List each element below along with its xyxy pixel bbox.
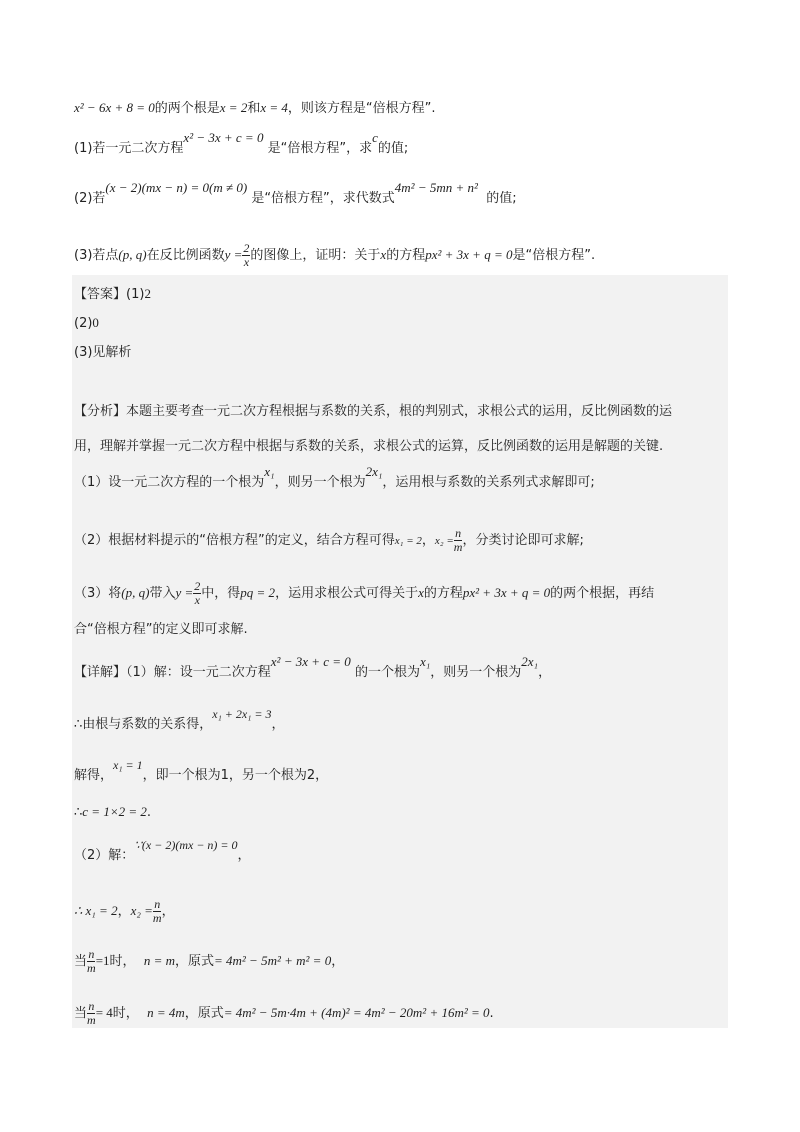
detail-line-3 (74, 758, 329, 786)
detail-line-1 (74, 654, 552, 683)
analysis-p3-text-c: 中，得 (201, 586, 241, 601)
analysis-p2-eq1: x₁ = 2 (394, 535, 422, 547)
detail-1-text-d: ， (538, 665, 552, 680)
answer-line-1 (74, 284, 151, 305)
detail-4-eq: c = 1×2 = 2 (82, 804, 147, 819)
q1-var: c (372, 130, 378, 145)
analysis-p2-den: m (453, 540, 463, 554)
detail-8-den: m (87, 1013, 96, 1027)
detail-7-num: n (88, 947, 95, 961)
q2-expr: 4m² − 5mn + n² (394, 180, 478, 195)
analysis-point-3 (74, 580, 654, 607)
analysis-p3-point: (p, q) (121, 585, 150, 600)
detail-7-text-d: ， (331, 954, 345, 969)
detail-7-eq2: = 4m² − 5m² + m² = 0 (214, 953, 332, 968)
q1-text-a: 是“倍根方程”，求 (267, 141, 373, 156)
q3-text-a: 在反比例函数 (146, 248, 225, 263)
intro-text-b: 和 (247, 101, 261, 116)
detail-8-fraction (87, 1000, 96, 1027)
q3-func-num: 2 (243, 241, 250, 255)
analysis-text-2: 用，理解并掌握一元二次方程中根据与系数的关系，求根公式的运算，反比例函数的运用是解题的关键. (74, 439, 664, 454)
analysis-point-3-cont (74, 620, 248, 640)
detail-3-text-a: 解得， (74, 768, 114, 783)
analysis-p1-text-a: （1）设一元二次方程的一个根为 (74, 475, 265, 490)
detail-6-sep: ， (117, 904, 131, 919)
analysis-p3-lhs: y = (175, 585, 194, 600)
detail-1-text-c: ，则另一个根为 (430, 665, 522, 680)
detail-8-num: n (88, 999, 95, 1013)
detail-4-text-b: . (146, 805, 152, 820)
q3-point: (p, q) (118, 247, 147, 262)
intro-equation: x² − 6x + 8 = 0 (74, 100, 155, 115)
answer-2-prefix: (2) (74, 316, 93, 331)
analysis-line-1 (74, 402, 672, 422)
detail-8-text-c: ，原式 (184, 1006, 224, 1021)
analysis-point-1 (74, 464, 595, 493)
analysis-line-2 (74, 437, 663, 457)
answer-3: (3)见解析 (74, 345, 132, 360)
detail-1-var1: x₁ (419, 654, 431, 669)
detail-7-text-b: 时， (109, 954, 136, 969)
q3-text-b: 的图像上，证明：关于 (250, 248, 381, 263)
detail-7-den: m (87, 961, 96, 975)
analysis-point-2 (74, 527, 584, 554)
intro-text-a: 的两个根是 (154, 101, 220, 116)
detail-3-eq: x₁ = 1 (113, 758, 143, 772)
q3-text-d: 是“倍根方程”. (512, 248, 596, 263)
q1-label: (1)若一元二次方程 (74, 141, 184, 156)
detail-1-text-b: 的一个根为 (354, 665, 420, 680)
detail-5-text-b: ， (237, 848, 251, 863)
answer-line-3 (74, 343, 131, 363)
q2-text-b: 的值; (486, 191, 517, 206)
question-1 (74, 130, 409, 159)
detail-2-text-a: ∴由根与系数的关系得， (74, 717, 213, 732)
q3-func-den: x (243, 255, 250, 269)
detail-6-fraction (153, 898, 162, 925)
detail-8-text-d: . (489, 1006, 494, 1021)
detail-8-eq2: = 4m² − 5m·4m + (4m)² = 4m² − 20m² + 16m² = 0 (223, 1005, 490, 1020)
detail-line-4 (74, 802, 151, 823)
analysis-p3-text-b: 带入 (149, 586, 176, 601)
question-3 (74, 242, 595, 269)
analysis-p1-text-b: ，则另一个根为 (274, 475, 366, 490)
analysis-p3-eq2: px² + 3x + q = 0 (462, 585, 551, 600)
detail-1-var2: 2x₁ (521, 654, 539, 669)
analysis-p1-var1: x₁ (264, 464, 275, 479)
detail-7-eq: n = m (143, 953, 175, 968)
detail-6-den: m (152, 911, 162, 925)
q3-label: (3)若点 (74, 248, 119, 263)
q1-equation: x² − 3x + c = 0 (183, 130, 264, 145)
detail-6-text-b: ， (161, 904, 175, 919)
answer-line-2 (74, 313, 99, 334)
detail-line-7 (74, 948, 344, 975)
analysis-p3-text-e: 的方程 (423, 586, 463, 601)
question-2 (74, 180, 517, 209)
analysis-p3-text-d: ，运用求根公式可得关于 (275, 586, 419, 601)
analysis-p1-var2: 2x₁ (365, 464, 383, 479)
analysis-p3-eq: pq = 2 (240, 585, 276, 600)
detail-6-lhs: x₂ = (130, 903, 153, 918)
detail-4-text-a: ∴ (74, 805, 83, 820)
analysis-p1-text-c: ，运用根与系数的关系列式求解即可; (382, 475, 595, 490)
detail-7-fraction (87, 948, 96, 975)
detail-1-eq: x² − 3x + c = 0 (270, 654, 351, 669)
analysis-text-1: 【分析】本题主要考查一元二次方程根据与系数的关系，根的判别式，求根公式的运用，反比例函数的运 (74, 404, 673, 419)
detail-3-text-b: ，即一个根为1，另一个根为2， (142, 768, 329, 783)
intro-line (74, 98, 436, 119)
analysis-p3-text-f: 的两个根据，再结 (550, 586, 655, 601)
analysis-p3-num: 2 (194, 579, 201, 593)
analysis-p2-num: n (455, 526, 462, 540)
analysis-p2-sep: ， (421, 533, 435, 548)
q3-equation: px² + 3x + q = 0 (425, 247, 513, 262)
analysis-p2-lhs: x₂ = (434, 535, 454, 547)
detail-1-text-a: 【详解】（1）解：设一元二次方程 (74, 665, 271, 680)
intro-text-c: ，则该方程是“倍根方程”. (287, 101, 436, 116)
detail-8-rhs: = 4 (95, 1005, 113, 1020)
detail-8-text-a: 当 (74, 1006, 88, 1021)
answer-1-prefix: (1) (126, 287, 145, 302)
analysis-p3-line2: 合“倍根方程”的定义即可求解. (74, 622, 248, 637)
q3-text-c: 的方程 (386, 248, 426, 263)
detail-2-eq: x₁ + 2x₁ = 3 (212, 707, 272, 721)
detail-line-5 (74, 838, 251, 866)
detail-line-6 (74, 898, 175, 925)
analysis-p2-text-b: ，分类讨论即可求解; (462, 533, 584, 548)
q2-label: (2)若 (74, 191, 106, 206)
answer-label: 【答案】 (74, 287, 127, 302)
analysis-p3-text-a: （3）将 (74, 586, 122, 601)
detail-8-eq: n = 4m (147, 1005, 185, 1020)
detail-6-eq1: ∴ x₁ = 2 (74, 903, 118, 918)
answer-2-value: 0 (92, 315, 99, 330)
detail-line-8 (74, 1000, 494, 1027)
detail-5-eq: ∵(x − 2)(mx − n) = 0 (134, 838, 238, 852)
intro-root-b: x = 4 (260, 100, 288, 115)
analysis-p3-den: x (194, 593, 200, 607)
analysis-p3-var: x (418, 585, 424, 600)
detail-5-text-a: （2）解： (74, 848, 135, 863)
detail-7-text-a: 当 (74, 954, 88, 969)
detail-6-num: n (154, 897, 161, 911)
q2-text-a: 是“倍根方程”，求代数式 (251, 191, 395, 206)
detail-7-text-c: ，原式 (174, 954, 214, 969)
q1-text-b: 的值; (377, 141, 409, 156)
analysis-p2-text-a: （2）根据材料提示的“倍根方程”的定义，结合方程可得 (74, 533, 395, 548)
detail-7-rhs: =1 (95, 953, 110, 968)
detail-8-text-b: 时， (112, 1006, 139, 1021)
q3-func-lhs: y = (224, 247, 243, 262)
q2-equation: (x − 2)(mx − n) = 0(m ≠ 0) (105, 180, 248, 195)
detail-2-text-b: ， (271, 717, 285, 732)
q3-var: x (380, 247, 387, 262)
intro-root-a: x = 2 (219, 100, 248, 115)
detail-line-2 (74, 707, 285, 735)
answer-1-value: 2 (144, 286, 151, 301)
